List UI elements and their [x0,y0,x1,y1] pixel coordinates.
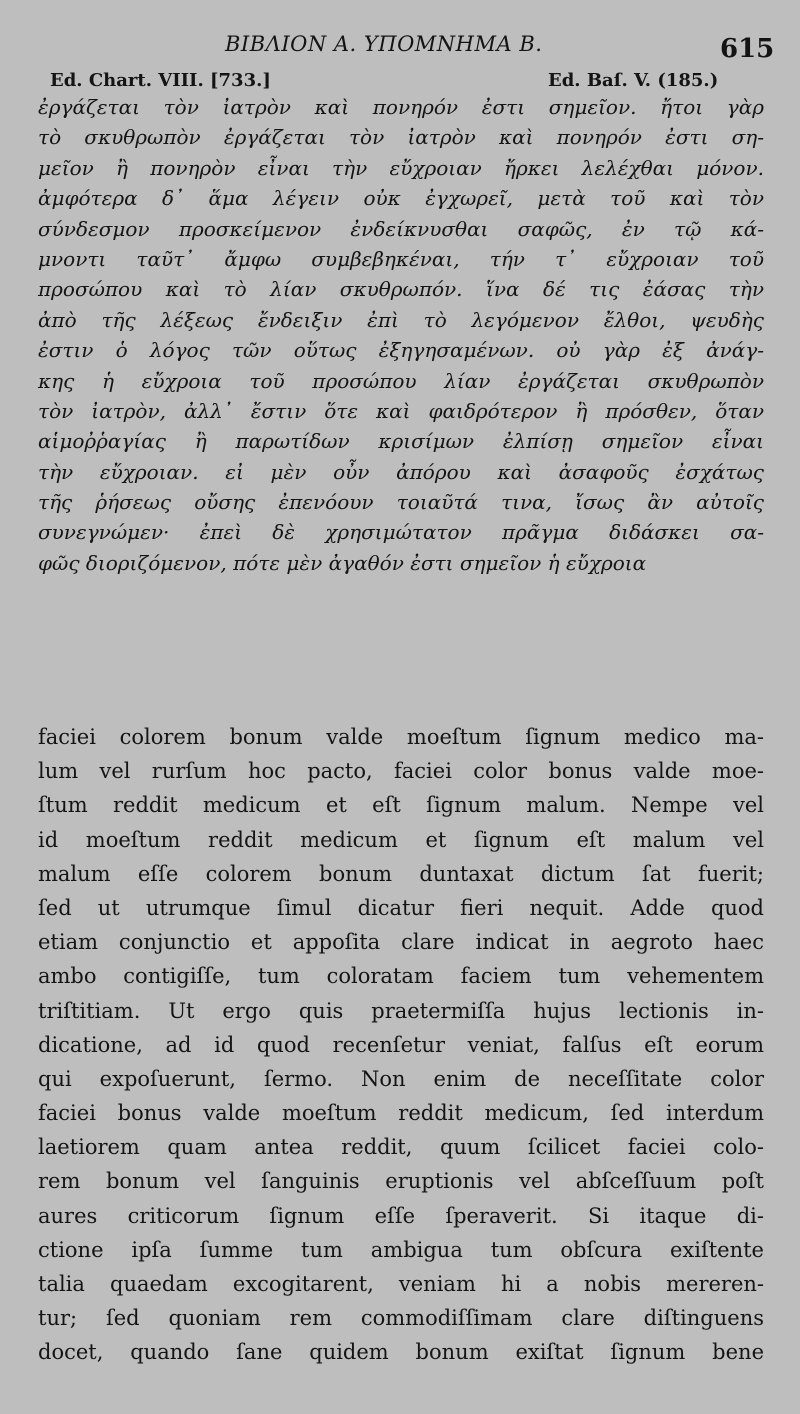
latin-text-line: triſtitiam. Ut ergo quis praetermiſſa hujus lectionis in- [38,998,764,1023]
latin-text-line: ambo contigiſſe, tum coloratam faciem tum vehementem [38,964,764,989]
greek-text-line: τῆς ῥήσεως οὔσης ἐπενόουν τοιαῦτά τινα, ἴσως ἂν αὐτοῖς [38,490,764,515]
greek-text-line: κης ἡ εὔχροια τοῦ προσώπου λίαν ἐργάζεται σκυθρωπὸν [38,368,764,393]
latin-text-line: etiam conjunctio et appoſita clare indicat in aegroto haec [38,930,764,955]
greek-text-line: ἐστιν ὁ λόγος τῶν οὕτως ἐξηγησαμένων. οὐ γὰρ ἐξ ἀνάγ- [38,338,764,363]
running-title: ΒΙΒΛΙΟΝ Α. ΥΠΟΜΝΗΜΑ Β. [225,32,543,56]
greek-text-block [38,92,764,578]
latin-text-line: faciei colorem bonum valde moeſtum ſignum medico ma- [38,725,764,749]
latin-text-line: faciei bonus valde moeſtum reddit medicum, ſed interdum [38,1101,764,1126]
latin-text-line: laetiorem quam antea reddit, quum ſcilicet faciei colo- [38,1135,764,1160]
edition-reference-right: Ed. Baſ. V. (185.) [548,70,719,91]
latin-text-line: ctione ipſa ſumme tum ambigua tum obſcura exiſtente [38,1237,764,1262]
greek-text-line: προσώπου καὶ τὸ λίαν σκυθρωπόν. ἵνα δέ τις ἐάσας τὴν [38,277,764,302]
latin-text-line: aures criticorum ſignum eſſe ſperaverit. Si itaque di- [38,1203,764,1228]
greek-text-line: φῶς διοριζόμενον, πότε μὲν ἀγαθόν ἐστι σημεῖον ἡ εὔχροια [38,550,647,575]
latin-text-line: dicatione, ad id quod recenſetur veniat, falſus eſt eorum [38,1032,764,1057]
latin-text-line: ſtum reddit medicum et eſt ſignum malum. Nempe vel [38,793,764,818]
greek-text-line: τὸν ἰατρὸν, ἀλλ᾽ ἔστιν ὅτε καὶ φαιδρότερον ἢ πρόσθεν, ὅταν [38,398,764,423]
greek-text-line: τὸ σκυθρωπὸν ἐργάζεται τὸν ἰατρὸν καὶ πονηρόν ἐστι ση- [38,125,764,150]
latin-text-line: rem bonum vel ſanguinis eruptionis vel abſceſſuum poſt [38,1169,764,1194]
greek-text-line: σύνδεσμον προσκείμενον ἐνδείκνυσθαι σαφῶς, ἐν τῷ κά- [38,216,764,241]
latin-text-line: talia quaedam excogitarent, veniam hi a nobis mereren- [38,1272,764,1296]
greek-text-line: συνεγνώμεν· ἐπεὶ δὲ χρησιμώτατον πρᾶγμα διδάσκει σα- [38,520,764,545]
greek-text-line: ἀμφότερα δ᾽ ἅμα λέγειν οὐκ ἐγχωρεῖ, μετὰ τοῦ καὶ τὸν [38,186,764,211]
edition-reference-left: Ed. Chart. VIII. [733.] [50,70,271,91]
latin-text-line: malum eſſe colorem bonum duntaxat dictum ſat fuerit; [38,861,764,886]
greek-text-line: αἱμοῤῥαγίας ἢ παρωτίδων κρισίμων ἐλπίσῃ σημεῖον εἶναι [38,429,764,454]
greek-text-line: μεῖον ἢ πονηρὸν εἶναι τὴν εὔχροιαν ἤρκει λελέχθαι μόνον. [38,155,764,180]
greek-text-line: ἀπὸ τῆς λέξεως ἔνδειξιν ἐπὶ τὸ λεγόμενον ἔλθοι, ψευδὴς [38,307,764,332]
page-number: 615 [720,34,775,64]
greek-text-line: μνοντι ταῦτ᾽ ἄμφω συμβεβηκέναι, τήν τ᾽ εὔχροιαν τοῦ [38,246,764,271]
greek-text-line: ἐργάζεται τὸν ἰατρὸν καὶ πονηρόν ἐστι σημεῖον. ἤτοι γὰρ [38,95,764,119]
latin-text-line: tur; ſed quoniam rem commodiſſimam clare diſtinguens [38,1306,764,1331]
latin-text-line: lum vel rurſum hoc pacto, faciei color bonus valde moe- [38,759,764,784]
latin-text-line: qui expoſuerunt, ſermo. Non enim de neceſſitate color [38,1066,764,1091]
greek-text-line: τὴν εὔχροιαν. εἰ μὲν οὖν ἀπόρου καὶ ἀσαφοῦς ἐσχάτως [38,459,764,484]
latin-text-line: id moeſtum reddit medicum et ſignum eſt malum vel [38,827,764,852]
latin-text-line: ſed ut utrumque ſimul dicatur fieri nequit. Adde quod [38,895,764,920]
latin-text-line: docet, quando ſane quidem bonum exiſtat ſignum bene [38,1340,764,1365]
latin-text-block [38,720,764,1370]
